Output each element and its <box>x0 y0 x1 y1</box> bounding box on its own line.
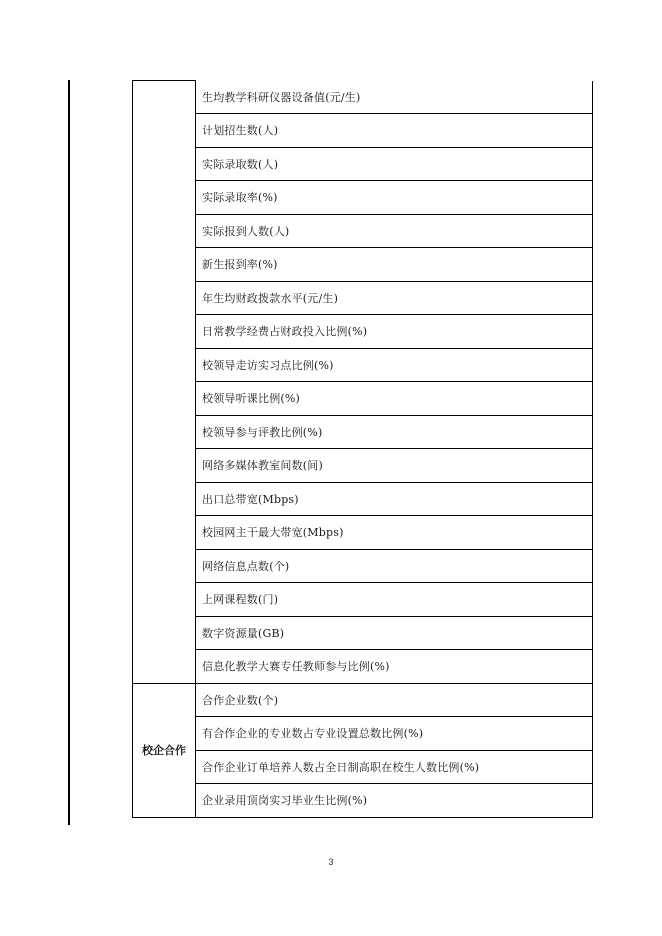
table-row <box>133 449 593 483</box>
indicator-item-cell: 实际报到人数(人) <box>196 214 593 248</box>
table-row <box>133 683 593 717</box>
page-number: 3 <box>328 857 334 867</box>
indicator-item-cell: 校园网主干最大带宽(Mbps) <box>196 516 593 550</box>
indicator-item-cell: 网络多媒体教室间数(间) <box>196 449 593 483</box>
table-row <box>133 348 593 382</box>
table-row <box>133 281 593 315</box>
indicator-item-cell: 校领导走访实习点比例(%) <box>196 348 593 382</box>
indicator-item-cell: 合作企业数(个) <box>196 683 593 717</box>
indicator-item-cell: 实际录取率(%) <box>196 181 593 215</box>
indicator-item-cell: 生均教学科研仪器设备值(元/生) <box>196 81 593 114</box>
table-row <box>133 382 593 416</box>
table-row <box>133 616 593 650</box>
indicator-item-cell: 上网课程数(门) <box>196 583 593 617</box>
table-row <box>133 81 593 114</box>
indicator-item-cell: 出口总带宽(Mbps) <box>196 482 593 516</box>
table-row <box>133 214 593 248</box>
table-row <box>133 650 593 684</box>
indicator-item-cell: 日常教学经费占财政投入比例(%) <box>196 315 593 349</box>
category-cell: 校企合作 <box>133 683 196 817</box>
indicator-item-cell: 校领导参与评教比例(%) <box>196 415 593 449</box>
indicator-table <box>132 80 593 818</box>
indicator-item-cell: 企业录用顶岗实习毕业生比例(%) <box>196 784 593 818</box>
table-row <box>133 415 593 449</box>
table-row <box>133 248 593 282</box>
table-row <box>133 516 593 550</box>
indicator-item-cell: 年生均财政拨款水平(元/生) <box>196 281 593 315</box>
indicator-item-cell: 网络信息点数(个) <box>196 549 593 583</box>
category-cell <box>133 81 196 684</box>
page-left-border-line <box>68 80 70 825</box>
indicator-item-cell: 合作企业订单培养人数占全日制高职在校生人数比例(%) <box>196 750 593 784</box>
table-row <box>133 750 593 784</box>
indicator-item-cell: 实际录取数(人) <box>196 147 593 181</box>
indicator-item-cell: 数字资源量(GB) <box>196 616 593 650</box>
table-row <box>133 181 593 215</box>
indicator-item-cell: 信息化教学大赛专任教师参与比例(%) <box>196 650 593 684</box>
table-row <box>133 583 593 617</box>
table-row <box>133 784 593 818</box>
indicator-item-cell: 计划招生数(人) <box>196 114 593 148</box>
table-row <box>133 315 593 349</box>
table-row <box>133 147 593 181</box>
indicator-item-cell: 有合作企业的专业数占专业设置总数比例(%) <box>196 717 593 751</box>
table-row <box>133 717 593 751</box>
table-row <box>133 482 593 516</box>
table-row <box>133 114 593 148</box>
table-row <box>133 549 593 583</box>
indicator-item-cell: 校领导听课比例(%) <box>196 382 593 416</box>
indicator-item-cell: 新生报到率(%) <box>196 248 593 282</box>
